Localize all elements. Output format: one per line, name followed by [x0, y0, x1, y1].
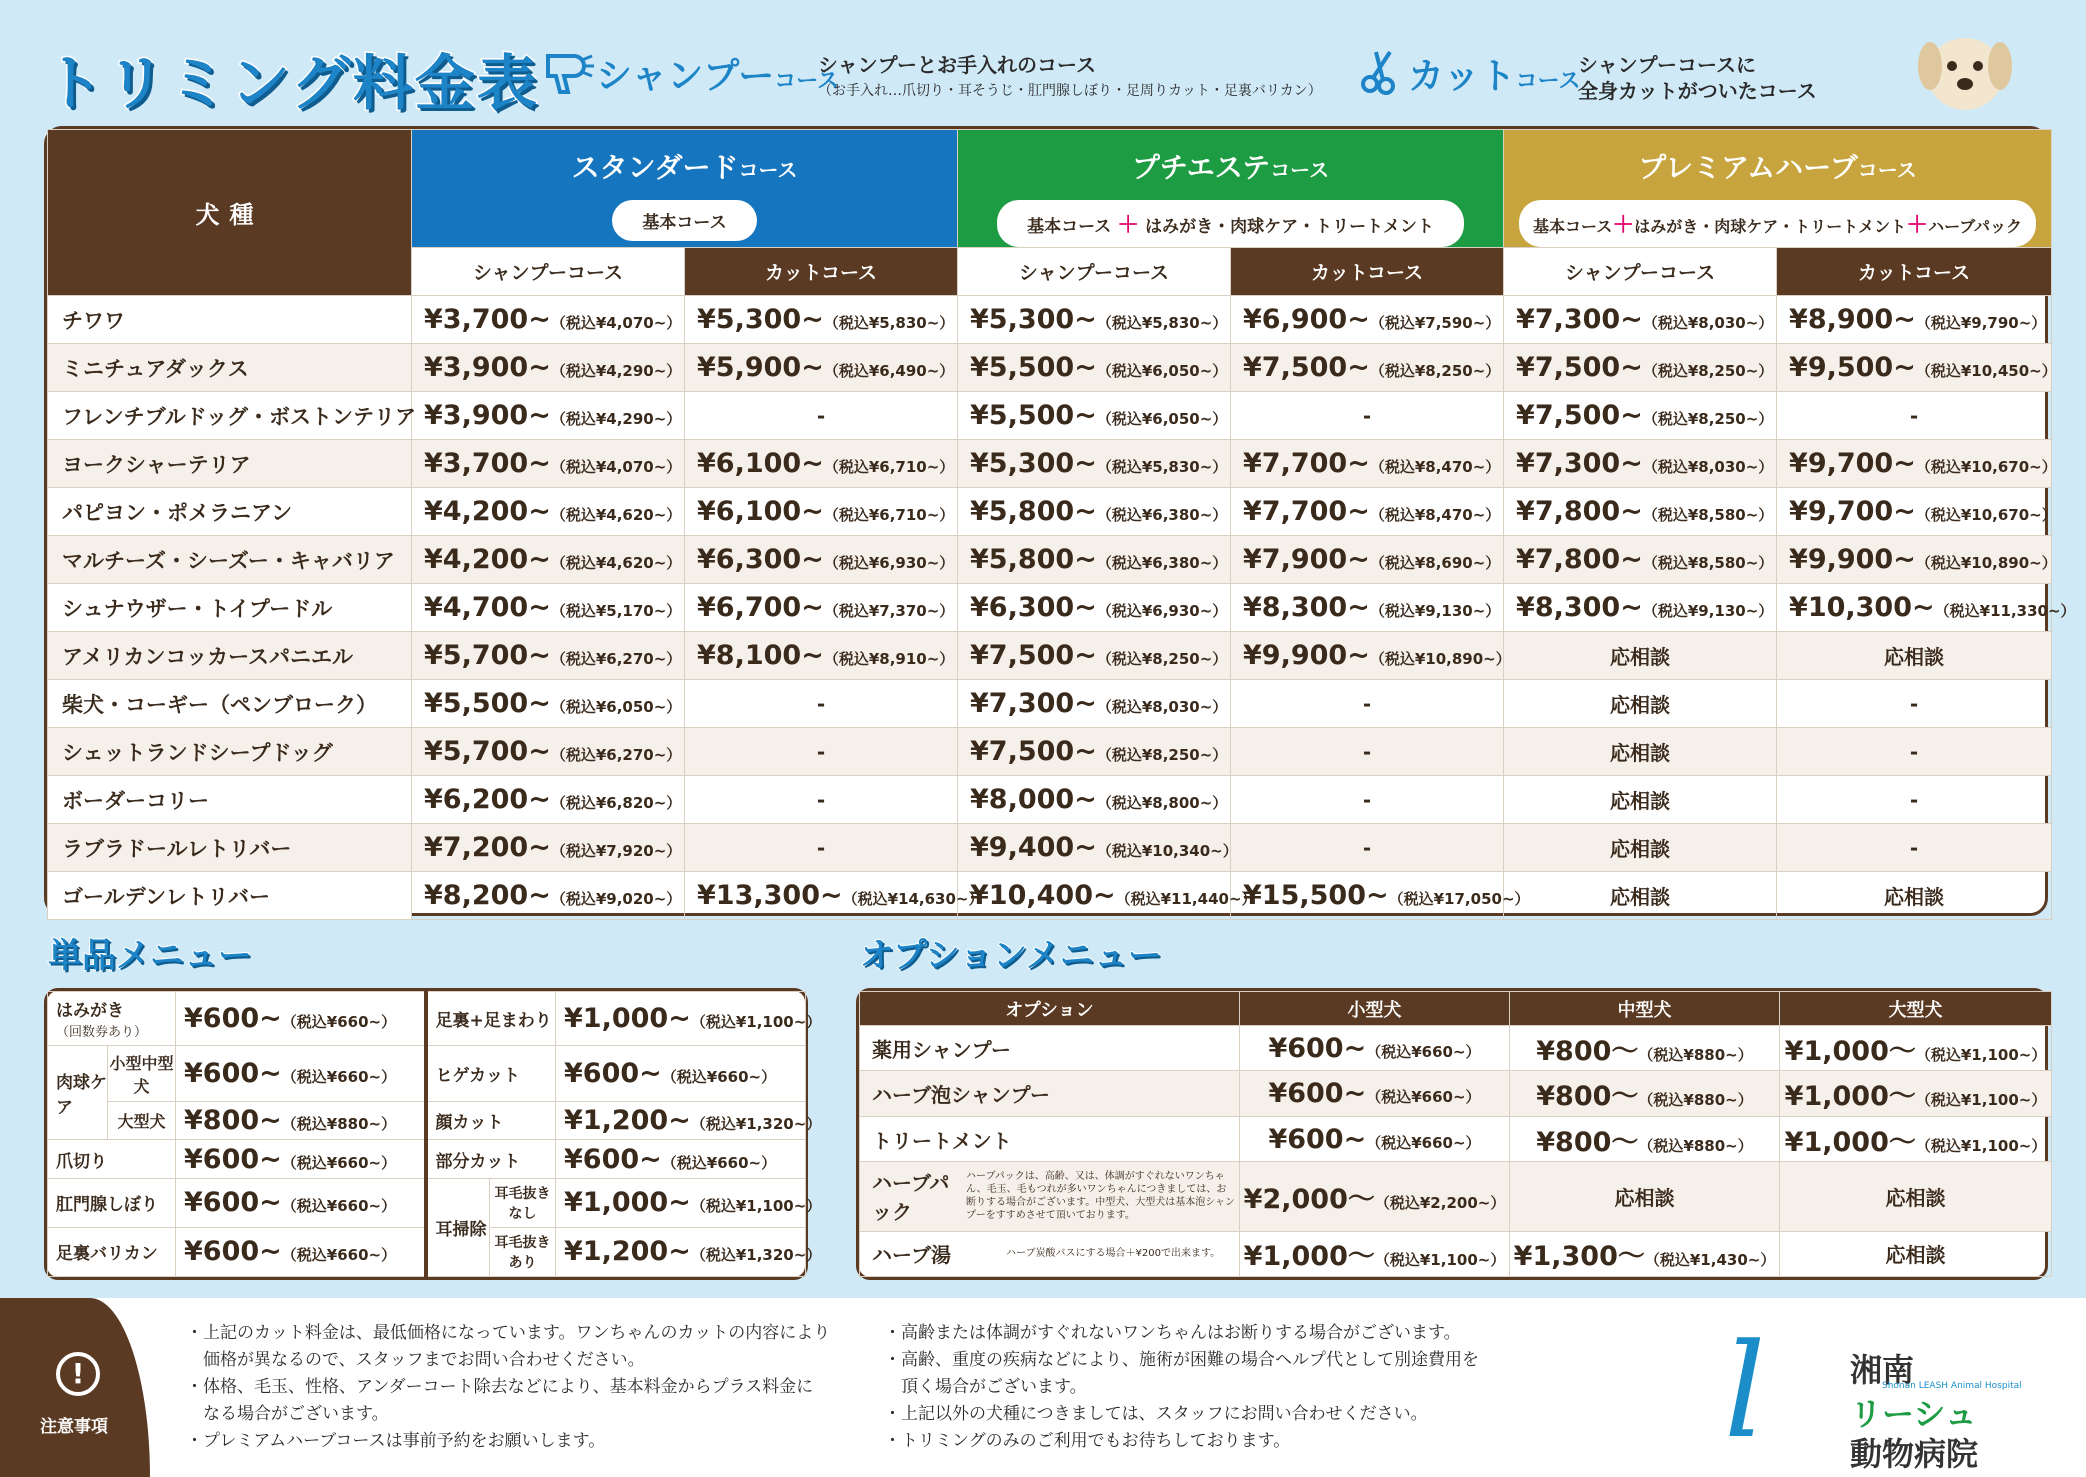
price-cell: 応相談 [1504, 632, 1777, 680]
price-cell: - [1231, 776, 1504, 824]
single-menu-title: 単品メニュー [48, 936, 252, 976]
hospital-logo-english: Shonan LEASH Animal Hospital [1882, 1381, 2022, 1391]
sub-header-cut: カットコース [1231, 248, 1504, 296]
price-cell: ¥9,700~（税込¥10,670~） [1777, 440, 2052, 488]
table-row [48, 824, 2052, 872]
menu-hige: ヒゲカット [426, 1045, 556, 1101]
breed-name: シュナウザー・トイプードル [48, 584, 412, 632]
option-price-cell: ¥1,000〜（税込¥1,100~） [1780, 1116, 2052, 1161]
option-price-cell: ¥1,000〜（税込¥1,100~） [1240, 1231, 1510, 1276]
sub-header-shampoo: シャンプーコース [1504, 248, 1777, 296]
price-cell: ¥8,300~（税込¥9,130~） [1231, 584, 1504, 632]
price: ¥600~（税込¥660~） [176, 992, 426, 1046]
puppy-illustration [1910, 14, 2020, 114]
hospital-logo-text: 湘南 リーシュ 動物病院 [1850, 1351, 1979, 1473]
price-cell: ¥4,700~（税込¥5,170~） [412, 584, 685, 632]
price: ¥1,000~（税込¥1,100~） [556, 1178, 806, 1227]
cut-course-legend: カットコース [1408, 56, 1581, 97]
price-cell: ¥10,400~（税込¥11,440~） [958, 872, 1231, 920]
breed-name: パピヨン・ポメラニアン [48, 488, 412, 536]
price-cell: - [685, 776, 958, 824]
option-price-cell: 応相談 [1780, 1231, 2052, 1276]
menu-bubun: 部分カット [426, 1140, 556, 1178]
option-price-cell: ¥2,000〜（税込¥2,200~） [1240, 1162, 1510, 1231]
menu-nikukyu-small: 小型中型犬 [108, 1045, 176, 1101]
price-cell: ¥9,700~（税込¥10,670~） [1777, 488, 2052, 536]
price: ¥600~（税込¥660~） [176, 1140, 426, 1178]
price-cell: ¥7,500~（税込¥8,250~） [1504, 392, 1777, 440]
option-note: ハーブパックは、高齢、又は、体調がすぐれないワンちゃん、毛玉、毛もつれが多いワンちゃんにつきましては、お断りする場合がございます。中型犬、大型犬は基本泡シャンプーをすすめさせて頂いております。 [966, 1171, 1235, 1222]
sub-header-cut: カットコース [1777, 248, 2052, 296]
option-name: ハーブパック ハーブパックは、高齢、又は、体調がすぐれないワンちゃん、毛玉、毛もつれが多いワンちゃんにつきましては、お断りする場合がございます。中型犬、大型犬は基本泡シャンプーをすすめさせて頂いております。 [860, 1162, 1240, 1231]
option-header: オプション [860, 992, 1240, 1026]
price-cell: ¥8,000~（税込¥8,800~） [958, 776, 1231, 824]
price-cell: - [1231, 392, 1504, 440]
option-note: ハーブ炭酸バスにする場合＋¥200で出来ます。 [1006, 1248, 1221, 1260]
price-cell: ¥5,500~（税込¥6,050~） [958, 392, 1231, 440]
menu-ashiura: 足裏バリカン [48, 1227, 176, 1276]
price-cell: - [1777, 392, 2052, 440]
price-cell: - [1777, 776, 2052, 824]
breed-name: ラブラドールレトリバー [48, 824, 412, 872]
price-cell: ¥7,800~（税込¥8,580~） [1504, 536, 1777, 584]
menu-nikukyu-large: 大型犬 [108, 1102, 176, 1140]
option-menu-title: オプションメニュー [860, 936, 1162, 976]
price: ¥600~（税込¥660~） [176, 1227, 426, 1276]
price-cell: ¥5,800~（税込¥6,380~） [958, 488, 1231, 536]
price-cell: ¥7,500~（税込¥8,250~） [958, 728, 1231, 776]
large-dog-header: 大型犬 [1780, 992, 2052, 1026]
price-cell: ¥6,200~（税込¥6,820~） [412, 776, 685, 824]
breed-name: チワワ [48, 296, 412, 344]
price-cell: - [1777, 728, 2052, 776]
breed-header: 犬種 [48, 130, 412, 296]
hospital-logo-mark: l [1724, 1315, 1766, 1467]
breed-name: シェットランドシープドッグ [48, 728, 412, 776]
price-cell: 応相談 [1777, 872, 2052, 920]
price-cell: 応相談 [1777, 632, 2052, 680]
table-row [48, 536, 2052, 584]
price-cell: ¥5,800~（税込¥6,380~） [958, 536, 1231, 584]
menu-hamigaki: はみがき （回数券あり） [48, 992, 176, 1046]
option-menu-table [856, 988, 2048, 1280]
price-cell: ¥8,300~（税込¥9,130~） [1504, 584, 1777, 632]
menu-kao: 顔カット [426, 1102, 556, 1140]
option-row [860, 1071, 2052, 1116]
price-cell: ¥4,200~（税込¥4,620~） [412, 488, 685, 536]
table-row [48, 392, 2052, 440]
price-cell: ¥6,100~（税込¥6,710~） [685, 488, 958, 536]
menu-nikukyu: 肉球ケア [48, 1045, 108, 1140]
medium-dog-header: 中型犬 [1510, 992, 1780, 1026]
option-row [860, 1231, 2052, 1276]
single-menu-table [44, 988, 822, 1280]
petit-este-course-pill: 基本コース ＋ はみがき・肉球ケア・トリートメント [997, 200, 1464, 247]
option-price-cell: 応相談 [1510, 1162, 1780, 1231]
price: ¥1,000~（税込¥1,100~） [556, 992, 806, 1046]
price-cell: ¥8,200~（税込¥9,020~） [412, 872, 685, 920]
notes-right: ・高齢または体調がすぐれないワンちゃんはお断りする場合がございます。 ・高齢、重度の疾病などにより、施術が困難の場合ヘルプ代として別途費用を 頂く場合がございます。 ・上記以外の犬種につきましては、スタッフにお問い合わせください。 ・トリミングのみのご利用でもお待ちしております。 [884, 1323, 1479, 1451]
price-cell: ¥7,200~（税込¥7,920~） [412, 824, 685, 872]
option-name: トリートメント [860, 1116, 1240, 1161]
table-row [48, 584, 2052, 632]
option-row [860, 1026, 2052, 1071]
petit-este-course-header: プチエステコース 基本コース ＋ はみがき・肉球ケア・トリートメント [958, 130, 1504, 248]
premium-herb-course-header: プレミアムハーブコース 基本コース＋はみがき・肉球ケア・トリートメント＋ハーブパック [1504, 130, 2052, 248]
price-cell: ¥7,500~（税込¥8,250~） [958, 632, 1231, 680]
menu-ashimawari: 足裏+足まわり [426, 992, 556, 1046]
price-cell: ¥7,300~（税込¥8,030~） [958, 680, 1231, 728]
menu-koumon: 肛門腺しぼり [48, 1178, 176, 1227]
table-row [48, 440, 2052, 488]
price: ¥800~（税込¥880~） [176, 1102, 426, 1140]
breed-name: 柴犬・コーギー（ペンブローク） [48, 680, 412, 728]
price-cell: ¥7,700~（税込¥8,470~） [1231, 488, 1504, 536]
page-title: トリミング料金表 [44, 49, 539, 119]
option-price-cell: ¥800〜（税込¥880~） [1510, 1071, 1780, 1116]
cut-course-desc: シャンプーコースに 全身カットがついたコース [1578, 53, 1817, 103]
sub-header-shampoo: シャンプーコース [412, 248, 685, 296]
price-cell: ¥3,700~（税込¥4,070~） [412, 296, 685, 344]
table-row [48, 776, 2052, 824]
price-cell: ¥8,900~（税込¥9,790~） [1777, 296, 2052, 344]
option-row [860, 1162, 2052, 1231]
price-cell: - [685, 728, 958, 776]
menu-mimi-ari: 耳毛抜きあり [490, 1227, 556, 1276]
price-cell: ¥7,800~（税込¥8,580~） [1504, 488, 1777, 536]
breed-name: アメリカンコッカースパニエル [48, 632, 412, 680]
breed-name: ミニチュアダックス [48, 344, 412, 392]
menu-mimi-nashi: 耳毛抜きなし [490, 1178, 556, 1227]
scissors-icon [1360, 50, 1400, 104]
table-row [48, 872, 2052, 920]
price-cell: - [685, 824, 958, 872]
standard-course-header: スタンダードコース 基本コース [412, 130, 958, 248]
option-name: ハーブ湯 ハーブ炭酸バスにする場合＋¥200で出来ます。 [860, 1231, 1240, 1276]
price-cell: ¥15,500~（税込¥17,050~） [1231, 872, 1504, 920]
price-cell: ¥5,300~（税込¥5,830~） [685, 296, 958, 344]
price-cell: ¥5,300~（税込¥5,830~） [958, 440, 1231, 488]
price-cell: 応相談 [1504, 872, 1777, 920]
price-cell: - [1777, 680, 2052, 728]
option-price-cell: ¥1,000〜（税込¥1,100~） [1780, 1026, 2052, 1071]
price-cell: 応相談 [1504, 776, 1777, 824]
hair-dryer-icon [542, 46, 594, 106]
standard-course-pill: 基本コース [612, 200, 756, 241]
price-cell: 応相談 [1504, 680, 1777, 728]
table-row [48, 728, 2052, 776]
price-cell: ¥7,300~（税込¥8,030~） [1504, 440, 1777, 488]
notes-left: ・上記のカット料金は、最低価格になっています。ワンちゃんのカットの内容により 価格が異なるので、スタッフまでお問い合わせください。 ・体格、毛玉、性格、アンダーコート除去などにより、基本料金からプラス料金に なる場合がございます。 ・プレミアムハーブコースは事前予約をお願いします。 [186, 1323, 831, 1451]
shampoo-course-legend: シャンプーコース [596, 56, 840, 97]
option-price-cell: ¥1,300〜（税込¥1,430~） [1510, 1231, 1780, 1276]
price-cell: - [685, 680, 958, 728]
trimming-price-table [44, 126, 2076, 916]
sub-header-cut: カットコース [685, 248, 958, 296]
notice-label: 注意事項 [40, 1417, 108, 1437]
price-cell: ¥6,700~（税込¥7,370~） [685, 584, 958, 632]
price: ¥600~（税込¥660~） [176, 1178, 426, 1227]
price: ¥1,200~（税込¥1,320~） [556, 1102, 806, 1140]
price-cell: ¥9,400~（税込¥10,340~） [958, 824, 1231, 872]
price-cell: - [1231, 680, 1504, 728]
price-cell: - [1231, 728, 1504, 776]
price-cell: ¥8,100~（税込¥8,910~） [685, 632, 958, 680]
price-cell: ¥7,500~（税込¥8,250~） [1231, 344, 1504, 392]
price-cell: ¥10,300~（税込¥11,330~） [1777, 584, 2052, 632]
price-cell: ¥6,100~（税込¥6,710~） [685, 440, 958, 488]
price-cell: ¥5,700~（税込¥6,270~） [412, 632, 685, 680]
price-cell: ¥5,900~（税込¥6,490~） [685, 344, 958, 392]
price-cell: ¥5,500~（税込¥6,050~） [412, 680, 685, 728]
price-cell: ¥13,300~（税込¥14,630~） [685, 872, 958, 920]
price-cell: ¥7,900~（税込¥8,690~） [1231, 536, 1504, 584]
price-cell: ¥3,700~（税込¥4,070~） [412, 440, 685, 488]
premium-herb-course-pill: 基本コース＋はみがき・肉球ケア・トリートメント＋ハーブパック [1519, 200, 2036, 247]
price-cell: ¥3,900~（税込¥4,290~） [412, 392, 685, 440]
table-row [48, 344, 2052, 392]
price-cell: 応相談 [1504, 728, 1777, 776]
option-price-cell: ¥800〜（税込¥880~） [1510, 1026, 1780, 1071]
price: ¥1,200~（税込¥1,320~） [556, 1227, 806, 1276]
price-cell: ¥9,500~（税込¥10,450~） [1777, 344, 2052, 392]
table-row [48, 488, 2052, 536]
option-price-cell: ¥600~（税込¥660~） [1240, 1026, 1510, 1071]
price-cell: ¥7,700~（税込¥8,470~） [1231, 440, 1504, 488]
breed-name: フレンチブルドッグ・ボストンテリア [48, 392, 412, 440]
table-row [48, 680, 2052, 728]
price-cell: - [1231, 824, 1504, 872]
price-cell: ¥4,200~（税込¥4,620~） [412, 536, 685, 584]
price-cell: ¥9,900~（税込¥10,890~） [1777, 536, 2052, 584]
price: ¥600~（税込¥660~） [556, 1045, 806, 1101]
price-cell: ¥6,300~（税込¥6,930~） [958, 584, 1231, 632]
price-cell: ¥7,500~（税込¥8,250~） [1504, 344, 1777, 392]
option-name: 薬用シャンプー [860, 1026, 1240, 1071]
shampoo-course-desc: シャンプーとお手入れのコース （お手入れ…爪切り・耳そうじ・肛門腺しぼり・足周りカット・足裏バリカン） [818, 53, 1322, 99]
option-price-cell: ¥600~（税込¥660~） [1240, 1116, 1510, 1161]
breed-name: ボーダーコリー [48, 776, 412, 824]
option-price-cell: 応相談 [1780, 1162, 2052, 1231]
option-price-cell: ¥1,000〜（税込¥1,100~） [1780, 1071, 2052, 1116]
price-cell: ¥3,900~（税込¥4,290~） [412, 344, 685, 392]
small-dog-header: 小型犬 [1240, 992, 1510, 1026]
menu-tsume: 爪切り [48, 1140, 176, 1178]
option-price-cell: ¥800〜（税込¥880~） [1510, 1116, 1780, 1161]
price-cell: 応相談 [1504, 824, 1777, 872]
table-row [48, 296, 2052, 344]
exclamation-icon: ! [56, 1352, 100, 1396]
breed-name: ヨークシャーテリア [48, 440, 412, 488]
price-cell: ¥5,500~（税込¥6,050~） [958, 344, 1231, 392]
table-row [48, 632, 2052, 680]
option-row [860, 1116, 2052, 1161]
price-cell: ¥7,300~（税込¥8,030~） [1504, 296, 1777, 344]
price-cell: ¥6,900~（税込¥7,590~） [1231, 296, 1504, 344]
sub-header-shampoo: シャンプーコース [958, 248, 1231, 296]
option-price-cell: ¥600~（税込¥660~） [1240, 1071, 1510, 1116]
breed-name: マルチーズ・シーズー・キャバリア [48, 536, 412, 584]
option-name: ハーブ泡シャンプー [860, 1071, 1240, 1116]
price-cell: - [1777, 824, 2052, 872]
price-cell: ¥9,900~（税込¥10,890~） [1231, 632, 1504, 680]
price-cell: ¥5,700~（税込¥6,270~） [412, 728, 685, 776]
price-cell: - [685, 392, 958, 440]
menu-mimi: 耳掃除 [426, 1178, 490, 1276]
price: ¥600~（税込¥660~） [176, 1045, 426, 1101]
breed-name: ゴールデンレトリバー [48, 872, 412, 920]
price: ¥600~（税込¥660~） [556, 1140, 806, 1178]
price-cell: ¥5,300~（税込¥5,830~） [958, 296, 1231, 344]
price-cell: ¥6,300~（税込¥6,930~） [685, 536, 958, 584]
